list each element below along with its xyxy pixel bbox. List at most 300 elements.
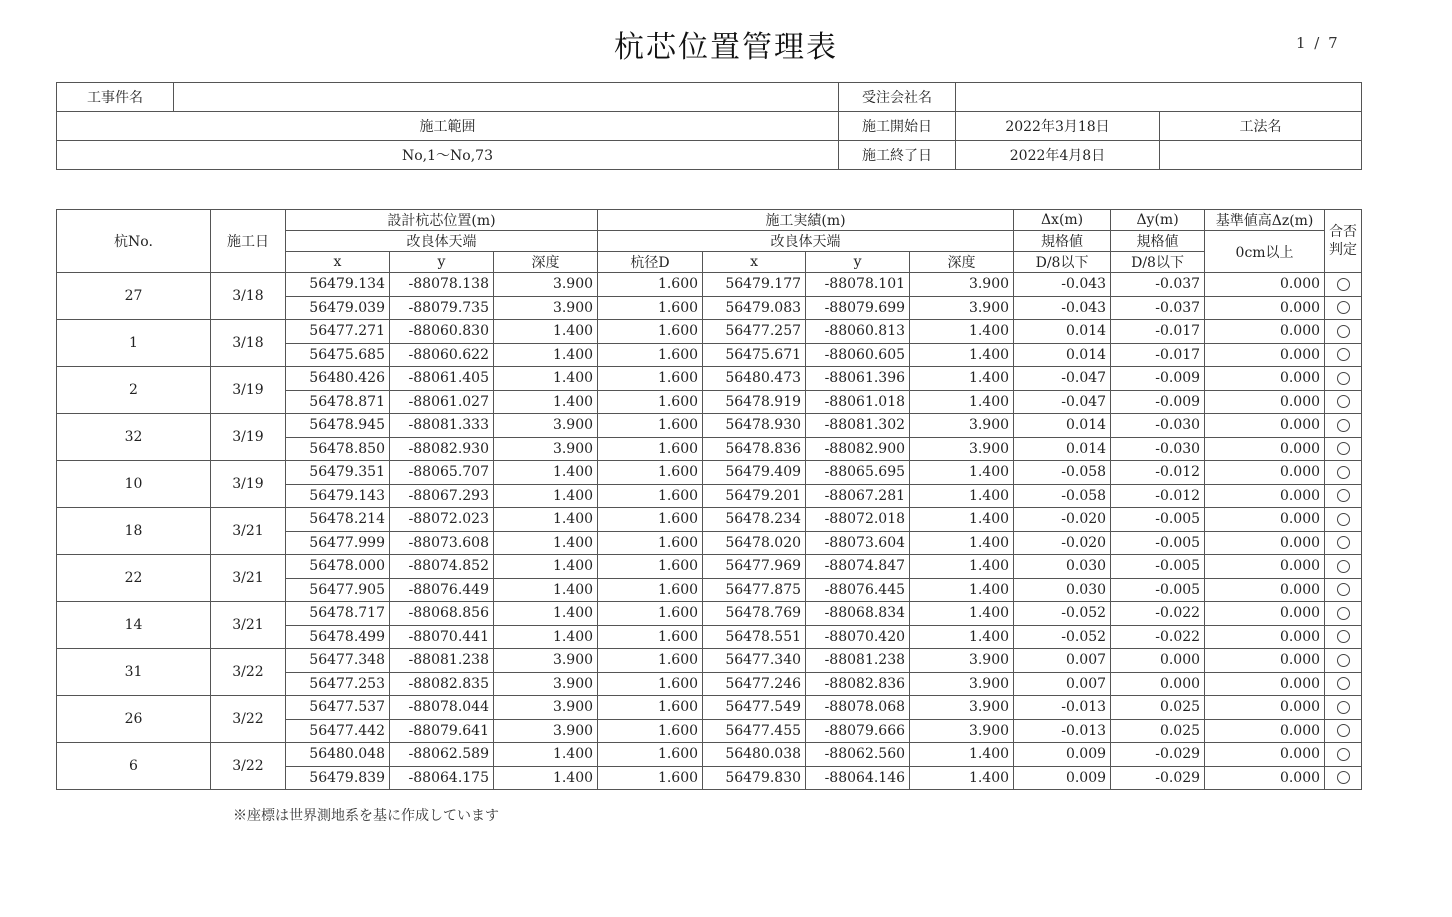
- value-cell: 1.400: [910, 484, 1014, 508]
- value-cell: 0.007: [1014, 649, 1111, 673]
- dz-spec-header: 0cm以上: [1205, 231, 1325, 273]
- value-cell: 3.900: [910, 649, 1014, 673]
- value-cell: 1.600: [598, 296, 703, 320]
- value-cell: -0.037: [1111, 296, 1205, 320]
- value-cell: 56477.999: [286, 531, 390, 555]
- value-cell: -88067.293: [390, 484, 494, 508]
- pass-circle-icon: [1337, 466, 1350, 479]
- judge-cell: [1325, 531, 1362, 555]
- value-cell: -0.047: [1014, 367, 1111, 391]
- value-cell: -88061.018: [806, 390, 910, 414]
- pass-circle-icon: [1337, 748, 1350, 761]
- value-cell: -88060.830: [390, 320, 494, 344]
- value-cell: -0.022: [1111, 602, 1205, 626]
- value-cell: 1.600: [598, 461, 703, 485]
- value-cell: -88068.856: [390, 602, 494, 626]
- value-cell: 56479.177: [703, 273, 806, 297]
- value-cell: 56478.234: [703, 508, 806, 532]
- design-depth-header: 深度: [494, 252, 598, 273]
- value-cell: 56479.134: [286, 273, 390, 297]
- value-cell: 3.900: [910, 719, 1014, 743]
- value-cell: 1.400: [910, 508, 1014, 532]
- design-y-header: y: [390, 252, 494, 273]
- value-cell: -88079.641: [390, 719, 494, 743]
- judge-cell: [1325, 625, 1362, 649]
- value-cell: 56475.685: [286, 343, 390, 367]
- value-cell: 1.600: [598, 437, 703, 461]
- pass-circle-icon: [1337, 513, 1350, 526]
- project-name-label: 工事件名: [57, 83, 174, 112]
- value-cell: 1.400: [910, 320, 1014, 344]
- judge-cell: [1325, 461, 1362, 485]
- value-cell: 1.400: [910, 343, 1014, 367]
- value-cell: 56478.499: [286, 625, 390, 649]
- pass-circle-icon: [1337, 348, 1350, 361]
- value-cell: -88064.146: [806, 766, 910, 790]
- value-cell: 56477.442: [286, 719, 390, 743]
- date-header: 施工日: [211, 210, 286, 273]
- value-cell: 3.900: [910, 273, 1014, 297]
- value-cell: 56478.850: [286, 437, 390, 461]
- value-cell: 1.400: [494, 578, 598, 602]
- value-cell: -88072.018: [806, 508, 910, 532]
- coordinate-note: ※座標は世界測地系を基に作成しています: [233, 808, 499, 824]
- scope-label: 施工範囲: [57, 112, 839, 141]
- value-cell: -88081.238: [806, 649, 910, 673]
- table-row: [57, 461, 1362, 485]
- value-cell: -0.037: [1111, 273, 1205, 297]
- value-cell: 3.900: [494, 414, 598, 438]
- value-cell: -0.013: [1014, 696, 1111, 720]
- judge-cell: [1325, 743, 1362, 767]
- value-cell: -0.017: [1111, 320, 1205, 344]
- value-cell: -88082.835: [390, 672, 494, 696]
- judge-cell: [1325, 414, 1362, 438]
- judge-cell: [1325, 320, 1362, 344]
- pile-no-cell: 27: [57, 273, 211, 320]
- design-header: 設計杭芯位置(m): [286, 210, 598, 231]
- value-cell: 1.400: [910, 578, 1014, 602]
- pass-circle-icon: [1337, 701, 1350, 714]
- value-cell: 0.000: [1205, 437, 1325, 461]
- method-value: [1160, 141, 1362, 170]
- project-info-table: [56, 82, 1362, 170]
- value-cell: 0.000: [1205, 555, 1325, 579]
- dy-header: Δy(m): [1111, 210, 1205, 231]
- value-cell: -88065.695: [806, 461, 910, 485]
- value-cell: -0.005: [1111, 531, 1205, 555]
- value-cell: 0.014: [1014, 414, 1111, 438]
- value-cell: 1.400: [910, 390, 1014, 414]
- value-cell: -88073.604: [806, 531, 910, 555]
- value-cell: 56479.830: [703, 766, 806, 790]
- value-cell: 56479.143: [286, 484, 390, 508]
- value-cell: 56480.473: [703, 367, 806, 391]
- pass-circle-icon: [1337, 395, 1350, 408]
- start-date-label: 施工開始日: [839, 112, 956, 141]
- value-cell: 1.600: [598, 555, 703, 579]
- pile-no-header: 杭No.: [57, 210, 211, 273]
- value-cell: -88082.930: [390, 437, 494, 461]
- value-cell: 1.600: [598, 719, 703, 743]
- pass-circle-icon: [1337, 489, 1350, 502]
- value-cell: 56478.945: [286, 414, 390, 438]
- judge-cell: [1325, 390, 1362, 414]
- value-cell: 1.600: [598, 766, 703, 790]
- actual-depth-header: 深度: [910, 252, 1014, 273]
- method-label: 工法名: [1160, 112, 1362, 141]
- value-cell: -88060.622: [390, 343, 494, 367]
- pass-circle-icon: [1337, 536, 1350, 549]
- judge-cell: [1325, 649, 1362, 673]
- judge-cell: [1325, 437, 1362, 461]
- value-cell: 0.000: [1205, 649, 1325, 673]
- value-cell: 0.030: [1014, 555, 1111, 579]
- pile-no-cell: 18: [57, 508, 211, 555]
- value-cell: -88072.023: [390, 508, 494, 532]
- value-cell: 56478.930: [703, 414, 806, 438]
- document-title: 杭芯位置管理表: [614, 30, 838, 65]
- value-cell: 3.900: [494, 296, 598, 320]
- value-cell: 1.600: [598, 484, 703, 508]
- value-cell: -88070.441: [390, 625, 494, 649]
- value-cell: -88082.836: [806, 672, 910, 696]
- value-cell: 1.400: [494, 602, 598, 626]
- value-cell: 56480.038: [703, 743, 806, 767]
- value-cell: 56477.253: [286, 672, 390, 696]
- table-body: [57, 273, 1362, 790]
- value-cell: 0.000: [1205, 461, 1325, 485]
- value-cell: -0.020: [1014, 508, 1111, 532]
- value-cell: 56477.905: [286, 578, 390, 602]
- page-number: 1 / 7: [1296, 34, 1340, 52]
- value-cell: 56478.836: [703, 437, 806, 461]
- value-cell: 0.014: [1014, 320, 1111, 344]
- judge-cell: [1325, 508, 1362, 532]
- value-cell: -88068.834: [806, 602, 910, 626]
- value-cell: -0.005: [1111, 555, 1205, 579]
- value-cell: 56480.048: [286, 743, 390, 767]
- judge-cell: [1325, 719, 1362, 743]
- value-cell: 56477.348: [286, 649, 390, 673]
- value-cell: 1.400: [910, 766, 1014, 790]
- value-cell: -0.029: [1111, 766, 1205, 790]
- value-cell: 1.600: [598, 414, 703, 438]
- date-cell: 3/21: [211, 555, 286, 602]
- value-cell: -0.012: [1111, 461, 1205, 485]
- value-cell: -88078.101: [806, 273, 910, 297]
- table-row: [57, 367, 1362, 391]
- table-row: [57, 320, 1362, 344]
- value-cell: 0.000: [1205, 719, 1325, 743]
- value-cell: -88078.138: [390, 273, 494, 297]
- value-cell: 56478.717: [286, 602, 390, 626]
- actual-header: 施工実績(m): [598, 210, 1014, 231]
- value-cell: 56478.214: [286, 508, 390, 532]
- value-cell: -88079.699: [806, 296, 910, 320]
- value-cell: 3.900: [494, 719, 598, 743]
- value-cell: -0.005: [1111, 578, 1205, 602]
- dx-spec-header: 規格値: [1014, 231, 1111, 252]
- value-cell: 1.400: [494, 367, 598, 391]
- value-cell: 1.400: [494, 766, 598, 790]
- date-cell: 3/19: [211, 461, 286, 508]
- value-cell: 3.900: [910, 672, 1014, 696]
- value-cell: -88078.068: [806, 696, 910, 720]
- value-cell: 1.400: [494, 625, 598, 649]
- value-cell: 0.000: [1205, 743, 1325, 767]
- value-cell: 0.000: [1205, 484, 1325, 508]
- pile-no-cell: 6: [57, 743, 211, 790]
- value-cell: -88082.900: [806, 437, 910, 461]
- pass-circle-icon: [1337, 771, 1350, 784]
- table-row: [57, 414, 1362, 438]
- dy-spec-value: D/8以下: [1111, 252, 1205, 273]
- value-cell: -88079.666: [806, 719, 910, 743]
- judge-cell: [1325, 367, 1362, 391]
- value-cell: 3.900: [910, 696, 1014, 720]
- table-row: [57, 649, 1362, 673]
- pass-circle-icon: [1337, 630, 1350, 643]
- value-cell: 1.600: [598, 602, 703, 626]
- pile-no-cell: 26: [57, 696, 211, 743]
- value-cell: 56479.409: [703, 461, 806, 485]
- value-cell: 1.600: [598, 320, 703, 344]
- value-cell: 0.000: [1205, 343, 1325, 367]
- value-cell: -88062.560: [806, 743, 910, 767]
- design-x-header: x: [286, 252, 390, 273]
- scope-value: No,1〜No,73: [57, 141, 839, 170]
- date-cell: 3/22: [211, 743, 286, 790]
- value-cell: 3.900: [494, 649, 598, 673]
- pile-no-cell: 10: [57, 461, 211, 508]
- value-cell: -88076.449: [390, 578, 494, 602]
- dz-header: 基準値高Δz(m): [1205, 210, 1325, 231]
- value-cell: -0.047: [1014, 390, 1111, 414]
- value-cell: 0.000: [1205, 672, 1325, 696]
- judge-cell: [1325, 602, 1362, 626]
- dx-header: Δx(m): [1014, 210, 1111, 231]
- pile-no-cell: 32: [57, 414, 211, 461]
- judge-cell: [1325, 484, 1362, 508]
- judge-cell: [1325, 696, 1362, 720]
- value-cell: 1.600: [598, 273, 703, 297]
- value-cell: 56479.351: [286, 461, 390, 485]
- value-cell: 56477.455: [703, 719, 806, 743]
- value-cell: 0.000: [1205, 273, 1325, 297]
- judge-cell: [1325, 578, 1362, 602]
- table-row: [57, 508, 1362, 532]
- value-cell: 0.014: [1014, 343, 1111, 367]
- value-cell: -0.022: [1111, 625, 1205, 649]
- end-date-value: 2022年4月8日: [956, 141, 1160, 170]
- value-cell: 56479.039: [286, 296, 390, 320]
- judge-cell: [1325, 296, 1362, 320]
- end-date-label: 施工終了日: [839, 141, 956, 170]
- value-cell: -0.043: [1014, 296, 1111, 320]
- value-cell: 1.600: [598, 367, 703, 391]
- value-cell: 56477.969: [703, 555, 806, 579]
- date-cell: 3/22: [211, 649, 286, 696]
- value-cell: 0.000: [1205, 531, 1325, 555]
- value-cell: -88073.608: [390, 531, 494, 555]
- value-cell: -88070.420: [806, 625, 910, 649]
- value-cell: 1.400: [910, 743, 1014, 767]
- project-name-value: [174, 83, 839, 112]
- value-cell: 0.009: [1014, 743, 1111, 767]
- judge-cell: [1325, 766, 1362, 790]
- pass-circle-icon: [1337, 372, 1350, 385]
- date-cell: 3/22: [211, 696, 286, 743]
- value-cell: 56478.551: [703, 625, 806, 649]
- value-cell: 56477.875: [703, 578, 806, 602]
- value-cell: 0.000: [1205, 296, 1325, 320]
- table-row: [57, 743, 1362, 767]
- value-cell: 3.900: [494, 672, 598, 696]
- value-cell: 1.400: [494, 390, 598, 414]
- value-cell: 56478.871: [286, 390, 390, 414]
- value-cell: -0.058: [1014, 461, 1111, 485]
- pass-circle-icon: [1337, 583, 1350, 596]
- value-cell: -0.020: [1014, 531, 1111, 555]
- value-cell: 1.600: [598, 649, 703, 673]
- value-cell: 1.400: [494, 461, 598, 485]
- value-cell: 1.400: [910, 367, 1014, 391]
- value-cell: 1.600: [598, 343, 703, 367]
- value-cell: -0.009: [1111, 367, 1205, 391]
- value-cell: -88064.175: [390, 766, 494, 790]
- value-cell: 56477.246: [703, 672, 806, 696]
- value-cell: 3.900: [910, 437, 1014, 461]
- value-cell: 1.400: [494, 555, 598, 579]
- pile-no-cell: 22: [57, 555, 211, 602]
- value-cell: 56479.201: [703, 484, 806, 508]
- value-cell: 56477.537: [286, 696, 390, 720]
- value-cell: 0.025: [1111, 696, 1205, 720]
- value-cell: -0.005: [1111, 508, 1205, 532]
- value-cell: 56477.257: [703, 320, 806, 344]
- contractor-label: 受注会社名: [839, 83, 956, 112]
- value-cell: 0.000: [1205, 602, 1325, 626]
- value-cell: -88081.333: [390, 414, 494, 438]
- value-cell: -0.052: [1014, 602, 1111, 626]
- value-cell: 3.900: [494, 696, 598, 720]
- pile-no-cell: 14: [57, 602, 211, 649]
- value-cell: 1.400: [910, 531, 1014, 555]
- value-cell: 56479.839: [286, 766, 390, 790]
- value-cell: -0.017: [1111, 343, 1205, 367]
- value-cell: 1.400: [494, 743, 598, 767]
- value-cell: 1.600: [598, 390, 703, 414]
- date-cell: 3/19: [211, 414, 286, 461]
- value-cell: 56478.000: [286, 555, 390, 579]
- pile-no-cell: 2: [57, 367, 211, 414]
- value-cell: 1.600: [598, 696, 703, 720]
- value-cell: 1.400: [910, 461, 1014, 485]
- value-cell: 1.400: [494, 508, 598, 532]
- contractor-value: [956, 83, 1362, 112]
- actual-x-header: x: [703, 252, 806, 273]
- start-date-value: 2022年3月18日: [956, 112, 1160, 141]
- value-cell: 1.400: [494, 531, 598, 555]
- value-cell: 0.030: [1014, 578, 1111, 602]
- value-cell: -0.013: [1014, 719, 1111, 743]
- value-cell: 56475.671: [703, 343, 806, 367]
- value-cell: -88065.707: [390, 461, 494, 485]
- pass-circle-icon: [1337, 724, 1350, 737]
- value-cell: -0.030: [1111, 437, 1205, 461]
- pile-no-cell: 1: [57, 320, 211, 367]
- value-cell: 0.000: [1205, 414, 1325, 438]
- value-cell: 0.000: [1205, 320, 1325, 344]
- value-cell: 1.400: [494, 484, 598, 508]
- value-cell: 0.000: [1205, 390, 1325, 414]
- value-cell: 3.900: [494, 273, 598, 297]
- pass-circle-icon: [1337, 419, 1350, 432]
- pass-circle-icon: [1337, 677, 1350, 690]
- value-cell: -88074.852: [390, 555, 494, 579]
- pass-circle-icon: [1337, 607, 1350, 620]
- value-cell: -88074.847: [806, 555, 910, 579]
- value-cell: -88061.405: [390, 367, 494, 391]
- pile-position-table: [56, 209, 1362, 790]
- diameter-header: 杭径D: [598, 252, 703, 273]
- judge-cell: [1325, 273, 1362, 297]
- value-cell: 1.600: [598, 578, 703, 602]
- value-cell: -0.043: [1014, 273, 1111, 297]
- value-cell: -88060.605: [806, 343, 910, 367]
- value-cell: 0.000: [1205, 766, 1325, 790]
- table-row: [57, 273, 1362, 297]
- value-cell: 0.007: [1014, 672, 1111, 696]
- pass-circle-icon: [1337, 442, 1350, 455]
- table-row: [57, 602, 1362, 626]
- value-cell: 3.900: [494, 437, 598, 461]
- value-cell: -0.009: [1111, 390, 1205, 414]
- value-cell: -88076.445: [806, 578, 910, 602]
- pile-no-cell: 31: [57, 649, 211, 696]
- value-cell: 1.400: [910, 602, 1014, 626]
- value-cell: 1.600: [598, 531, 703, 555]
- value-cell: -88061.396: [806, 367, 910, 391]
- value-cell: 0.000: [1205, 367, 1325, 391]
- value-cell: -0.012: [1111, 484, 1205, 508]
- value-cell: -0.052: [1014, 625, 1111, 649]
- value-cell: 3.900: [910, 414, 1014, 438]
- value-cell: -0.029: [1111, 743, 1205, 767]
- dx-spec-value: D/8以下: [1014, 252, 1111, 273]
- value-cell: 56478.919: [703, 390, 806, 414]
- value-cell: 1.600: [598, 743, 703, 767]
- value-cell: 56480.426: [286, 367, 390, 391]
- value-cell: -88067.281: [806, 484, 910, 508]
- value-cell: 1.400: [494, 343, 598, 367]
- value-cell: 56479.083: [703, 296, 806, 320]
- value-cell: 0.000: [1205, 508, 1325, 532]
- value-cell: 0.000: [1111, 672, 1205, 696]
- value-cell: 56478.769: [703, 602, 806, 626]
- value-cell: 0.000: [1205, 625, 1325, 649]
- pass-circle-icon: [1337, 325, 1350, 338]
- value-cell: 56478.020: [703, 531, 806, 555]
- value-cell: 56477.549: [703, 696, 806, 720]
- design-sub-header: 改良体天端: [286, 231, 598, 252]
- date-cell: 3/21: [211, 602, 286, 649]
- value-cell: -0.058: [1014, 484, 1111, 508]
- date-cell: 3/18: [211, 273, 286, 320]
- value-cell: -88060.813: [806, 320, 910, 344]
- value-cell: 1.400: [910, 555, 1014, 579]
